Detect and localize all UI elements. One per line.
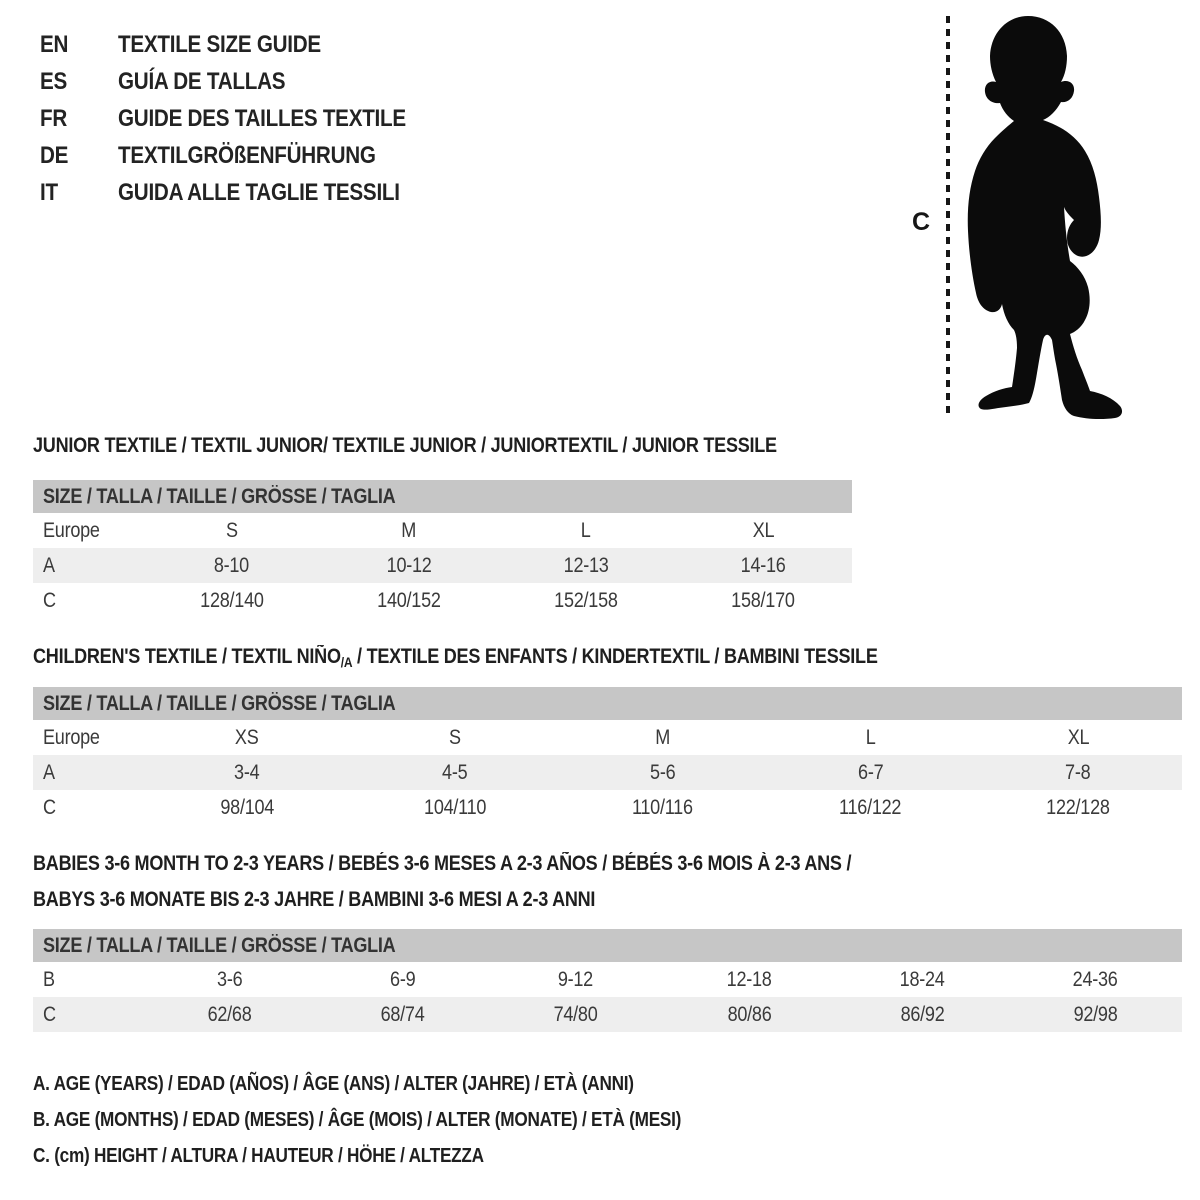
- size-cell: 140/152: [377, 588, 441, 612]
- size-cell: 24-36: [1072, 967, 1118, 991]
- row-label: A: [43, 553, 55, 577]
- guide-title-es: GUÍA DE TALLAS: [118, 67, 286, 95]
- size-cell: S: [448, 725, 461, 749]
- table-row: [33, 583, 852, 618]
- junior-section-title: JUNIOR TEXTILE / TEXTIL JUNIOR/ TEXTILE JUNIOR / JUNIORTEXTIL / JUNIOR TESSILE: [33, 434, 777, 457]
- size-cell: 158/170: [731, 588, 796, 612]
- size-cell: 12-13: [563, 553, 609, 577]
- size-cell: 128/140: [199, 588, 264, 612]
- guide-title-de: TEXTILGRÖßENFÜHRUNG: [118, 141, 376, 169]
- size-header-bar: SIZE / TALLA / TAILLE / GRÖSSE / TAGLIA: [33, 929, 1182, 962]
- language-row-en: [40, 26, 453, 63]
- babies-section-title: [33, 846, 984, 918]
- row-label: C: [43, 1002, 56, 1026]
- size-cell: S: [225, 518, 238, 542]
- toddler-silhouette-icon: [966, 12, 1138, 424]
- language-code: FR: [40, 104, 68, 132]
- guide-title-fr: GUIDE DES TAILLES TEXTILE: [118, 104, 406, 132]
- size-cell: XL: [752, 518, 775, 542]
- babies-title-line1: BABIES 3-6 MONTH TO 2-3 YEARS / BEBÉS 3-6 MESES A 2-3 AÑOS / BÉBÉS 3-6 MOIS À 2-3 ANS /: [33, 852, 852, 875]
- size-cell: 3-6: [216, 967, 243, 991]
- height-measure-line: [946, 16, 950, 416]
- size-cell: 7-8: [1065, 760, 1091, 784]
- language-title-list: [40, 26, 453, 211]
- title-subscript: /A: [340, 654, 353, 670]
- babies-title-line2: BABYS 3-6 MONATE BIS 2-3 JAHRE / BAMBINI 3-6 MESI A 2-3 ANNI: [33, 888, 596, 911]
- language-code: EN: [40, 30, 69, 58]
- table-row: [33, 548, 852, 583]
- row-label: A: [43, 760, 55, 784]
- size-cell: 104/110: [423, 795, 486, 819]
- size-cell: M: [401, 518, 417, 542]
- children-size-table: [33, 687, 1182, 825]
- size-cell: 62/68: [207, 1002, 252, 1026]
- table-row: [33, 962, 1182, 997]
- language-code: DE: [40, 141, 69, 169]
- size-cell: 122/128: [1046, 795, 1110, 819]
- size-cell: 116/122: [839, 795, 902, 819]
- size-cell: L: [865, 725, 876, 749]
- row-label: Europe: [43, 725, 100, 749]
- size-cell: XS: [235, 725, 259, 749]
- size-cell: 3-4: [234, 760, 260, 784]
- size-cell: 5-6: [649, 760, 676, 784]
- table-row: [33, 790, 1182, 825]
- size-cell: 86/92: [900, 1002, 945, 1026]
- height-measure-label: C: [912, 208, 931, 236]
- table-row: [33, 513, 852, 548]
- junior-size-table: [33, 480, 852, 618]
- size-cell: 4-5: [442, 760, 468, 784]
- size-cell: 9-12: [558, 967, 594, 991]
- size-cell: M: [655, 725, 670, 749]
- row-label: C: [43, 795, 56, 819]
- legend-line-b: B. AGE (MONTHS) / EDAD (MESES) / ÂGE (MOIS) / ALTER (MONATE) / ETÀ (MESI): [33, 1108, 682, 1131]
- row-label: B: [43, 967, 55, 991]
- size-cell: XL: [1067, 725, 1089, 749]
- size-cell: 92/98: [1073, 1002, 1118, 1026]
- size-cell: 8-10: [214, 553, 250, 577]
- language-row-es: [40, 63, 453, 100]
- table-row: [33, 755, 1182, 790]
- size-header-bar: SIZE / TALLA / TAILLE / GRÖSSE / TAGLIA: [33, 687, 1182, 720]
- row-label: Europe: [43, 518, 100, 542]
- language-code: IT: [40, 178, 58, 206]
- guide-title-en: TEXTILE SIZE GUIDE: [118, 30, 321, 58]
- language-row-it: [40, 174, 453, 211]
- size-cell: 152/158: [554, 588, 618, 612]
- language-row-de: [40, 137, 453, 174]
- size-cell: 6-9: [390, 967, 416, 991]
- size-cell: 110/116: [632, 795, 693, 819]
- row-label: C: [43, 588, 56, 612]
- guide-title-it: GUIDA ALLE TAGLIE TESSILI: [118, 178, 400, 206]
- size-cell: 98/104: [220, 795, 274, 819]
- legend-line-c: C. (cm) HEIGHT / ALTURA / HAUTEUR / HÖHE / ALTEZZA: [33, 1144, 484, 1167]
- table-row: [33, 997, 1182, 1032]
- babies-size-table: [33, 929, 1182, 1032]
- size-cell: 10-12: [386, 553, 432, 577]
- size-cell: 6-7: [857, 760, 883, 784]
- size-cell: 68/74: [380, 1002, 425, 1026]
- language-code: ES: [40, 67, 68, 95]
- size-cell: L: [581, 518, 592, 542]
- language-row-fr: [40, 100, 453, 137]
- table-row: [33, 720, 1182, 755]
- legend-line-a: A. AGE (YEARS) / EDAD (AÑOS) / ÂGE (ANS) / ALTER (JAHRE) / ETÀ (ANNI): [33, 1072, 634, 1095]
- size-header-bar: SIZE / TALLA / TAILLE / GRÖSSE / TAGLIA: [33, 480, 852, 513]
- measurement-legend: [33, 1066, 787, 1174]
- size-cell: 14-16: [740, 553, 786, 577]
- children-section-title: CHILDREN'S TEXTILE / TEXTIL NIÑO/A / TEXTILE DES ENFANTS / KINDERTEXTIL / BAMBINI TESSILE: [33, 645, 878, 670]
- size-cell: 80/86: [727, 1002, 772, 1026]
- size-cell: 12-18: [726, 967, 772, 991]
- size-cell: 74/80: [553, 1002, 598, 1026]
- size-cell: 18-24: [899, 967, 945, 991]
